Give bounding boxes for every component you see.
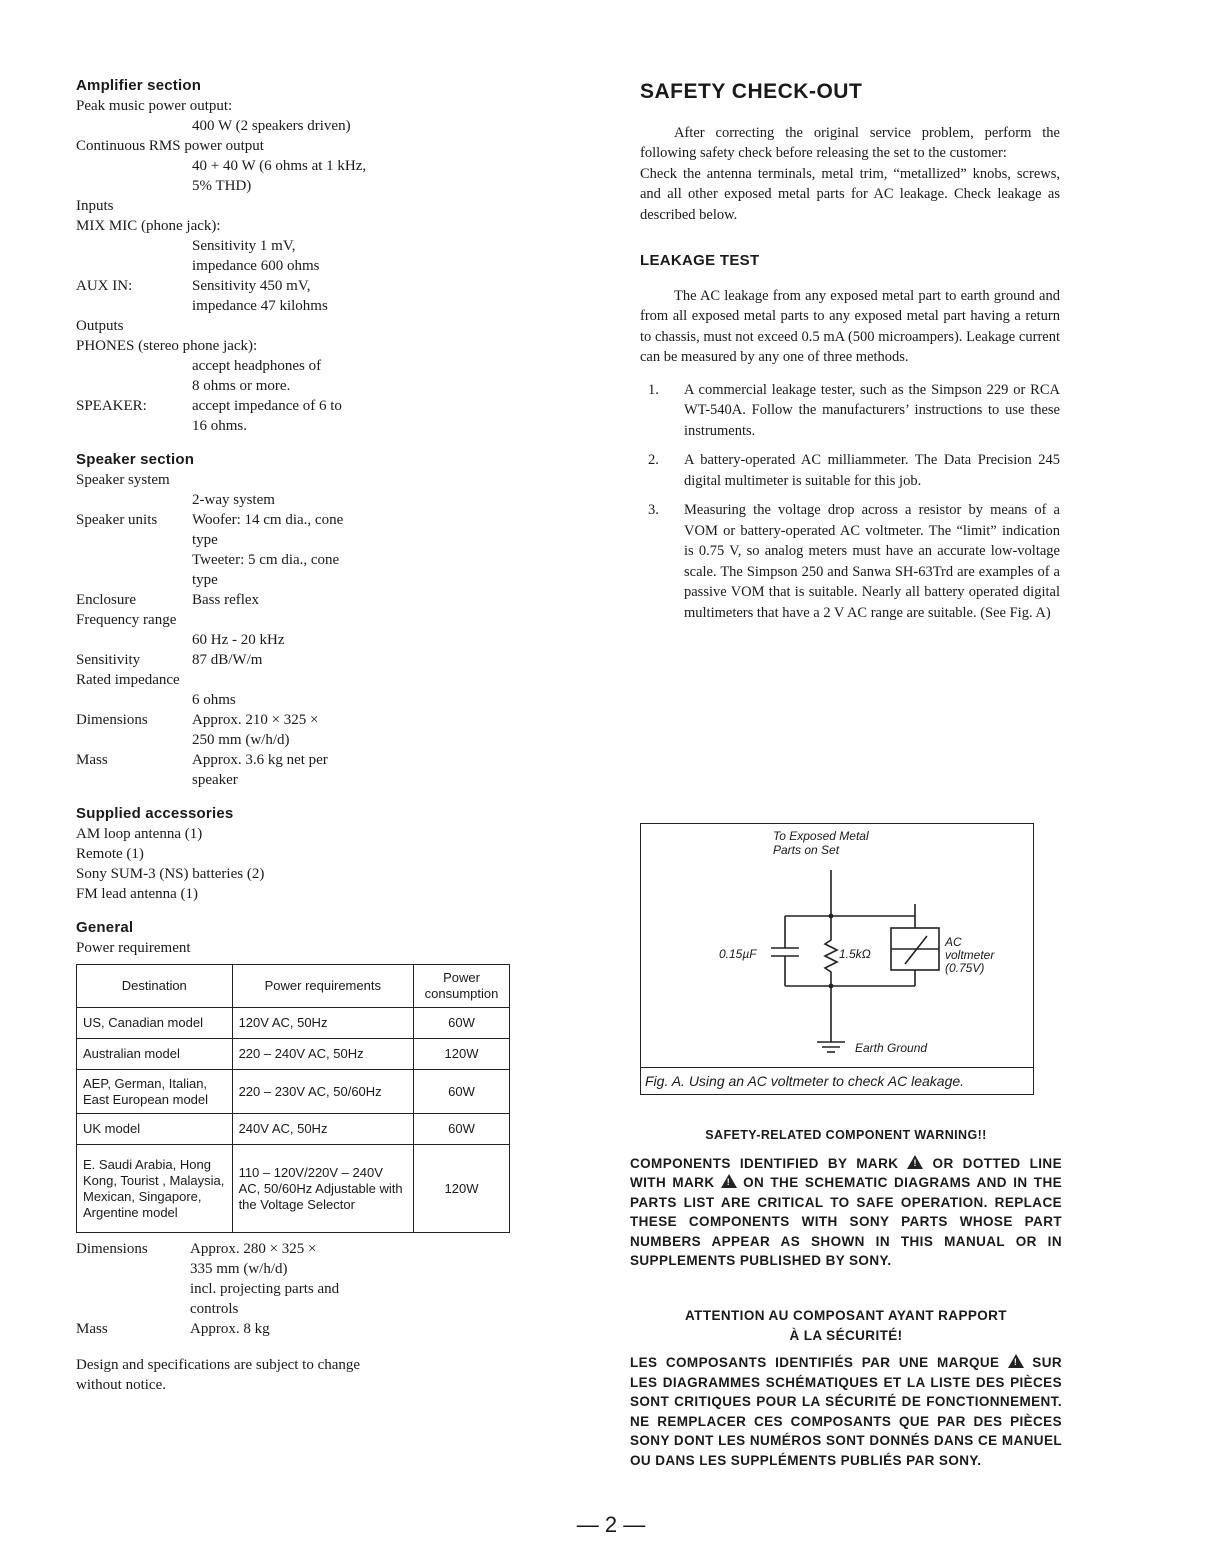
speaker-units-value-2: type (192, 532, 218, 548)
outputs-label: Outputs (76, 318, 124, 334)
speaker-out-row (76, 396, 516, 416)
general-heading: General (76, 919, 134, 936)
dimensions-value-2: 335 mm (w/h/d) (190, 1261, 288, 1277)
table-row (77, 1145, 510, 1233)
table-header-cell: Destination (77, 965, 233, 1008)
phones-value: accept headphones of (192, 358, 322, 374)
intro-text: After correcting the original service problem, perform the following safety check before releasing the set to the customer: (640, 124, 1060, 161)
aux-in-value: Sensitivity 450 mV, (192, 278, 311, 294)
table-header-row (77, 965, 510, 1008)
earth-ground-label: Earth Ground (855, 1041, 928, 1055)
rated-impedance-value: 6 ohms (192, 692, 236, 708)
speaker-dimensions-label: Dimensions (76, 712, 148, 728)
specifications-note: Design and specifications are subject to change without notice. (76, 1357, 361, 1393)
list-item (640, 450, 1060, 491)
resistor-label: 1.5kΩ (839, 947, 871, 961)
warning-body (630, 1154, 1062, 1271)
power-requirement-label: Power requirement (76, 940, 191, 956)
speaker-units-value-4: type (192, 572, 218, 588)
table-header-cell: Power consumption (414, 965, 510, 1008)
intro-text-2: Check the antenna terminals, metal trim, “metallized” knobs, screws, and all other exposed metal parts for AC leakage. Check leakage as described below. (640, 165, 1060, 223)
table-cell: US, Canadian model (77, 1008, 233, 1039)
leakage-test-heading: LEAKAGE TEST (640, 252, 760, 269)
warning-triangle-icon (1008, 1354, 1024, 1368)
resistor-symbol (825, 916, 837, 986)
frequency-range-label: Frequency range (76, 612, 177, 628)
rms-power-label: Continuous RMS power output (76, 138, 264, 154)
aux-in-value-cont: impedance 47 kilohms (192, 298, 328, 314)
frequency-range-value: 60 Hz - 20 kHz (192, 632, 285, 648)
table-cell: 60W (414, 1070, 510, 1114)
list-item (640, 380, 1060, 442)
inputs-label: Inputs (76, 198, 114, 214)
list-item-number: 2. (648, 452, 659, 468)
specifications-column (76, 76, 516, 1395)
attention-heading: ATTENTION AU COMPOSANT AYANT RAPPORT (685, 1308, 1007, 1323)
table-cell: 220 – 240V AC, 50Hz (232, 1039, 413, 1070)
enclosure-value: Bass reflex (192, 592, 260, 608)
table-row (77, 1070, 510, 1114)
speaker-mass-row (76, 750, 516, 770)
phones-value-cont: 8 ohms or more. (192, 378, 291, 394)
speaker-mass-value-cont: speaker (192, 772, 238, 788)
list-item (640, 500, 1060, 623)
attention-heading-2: À LA SÉCURITÉ! (789, 1327, 903, 1343)
dimensions-value-3: incl. projecting parts and (190, 1281, 340, 1297)
speaker-units-label: Speaker units (76, 512, 158, 528)
mix-mic-value: Sensitivity 1 mV, (192, 238, 296, 254)
dimensions-value: Approx. 280 × 325 × (190, 1241, 317, 1257)
speaker-mass-value: Approx. 3.6 kg net per (192, 752, 328, 768)
intro-paragraph (640, 123, 1060, 226)
general-dimensions (76, 1239, 516, 1339)
sensitivity-label: Sensitivity (76, 652, 141, 668)
speaker-out-value: accept impedance of 6 to (192, 398, 342, 414)
table-cell: Australian model (77, 1039, 233, 1070)
table-cell: 110 – 120V/220V – 240V AC, 50/60Hz Adjustable with the Voltage Selector (232, 1145, 413, 1233)
speaker-dimensions-row (76, 710, 516, 730)
warning-text: COMPONENTS IDENTIFIED BY MARK (630, 1155, 899, 1171)
table-cell: 60W (414, 1114, 510, 1145)
peak-power-value: 400 W (2 speakers driven) (192, 118, 351, 134)
page-number: — 2 — (576, 1512, 646, 1537)
dimensions-row (76, 1239, 516, 1259)
attention-warning (630, 1306, 1062, 1470)
list-item-text: Measuring the voltage drop across a resistor by means of a VOM or battery-operated AC voltmeter. The “limit” indication is 0.75 V, so analog meters must have an accurate low-voltage scale. The Simpson 250 and Sanwa SH-63Trd are examples of a passive VOM that is suitable. Nearly all battery operated digital multimeters that have a 2 V AC range are suitable. (See Fig. A) (684, 502, 1060, 621)
leakage-circuit-diagram (641, 824, 1035, 1064)
table-row (77, 1008, 510, 1039)
table-row (77, 1114, 510, 1145)
aux-in-row (76, 276, 516, 296)
mass-row (76, 1319, 516, 1339)
table-cell: 120V AC, 50Hz (232, 1008, 413, 1039)
table-header-cell: Power requirements (232, 965, 413, 1008)
accessory-item: Sony SUM-3 (NS) batteries (2) (76, 866, 265, 882)
sensitivity-row (76, 650, 516, 670)
speaker-units-value-3: Tweeter: 5 cm dia., cone (192, 552, 340, 568)
list-item-number: 3. (648, 502, 659, 518)
enclosure-label: Enclosure (76, 592, 136, 608)
speaker-dimensions-value: Approx. 210 × 325 × (192, 712, 319, 728)
mix-mic-value-cont: impedance 600 ohms (192, 258, 320, 274)
warning-triangle-icon (721, 1174, 737, 1188)
dimensions-value-4: controls (190, 1301, 239, 1317)
power-table (76, 964, 510, 1233)
warning-text-3: ON THE SCHEMATIC DIAGRAMS AND IN THE PARTS LIST ARE CRITICAL TO SAFE OPERATION. REPLACE THESE COMPONENTS WITH SONY PARTS WHOSE PART NUMBERS APPEAR AS SHOWN IN THIS MANUAL OR IN SUPPLEMENTS PUBLISHED BY SONY. (630, 1175, 1063, 1268)
leakage-text: The AC leakage from any exposed metal part to earth ground and from all exposed metal parts to any exposed metal part having a return to chassis, must not exceed 0.5 mA (500 microampers). Leakage current can be measured by any one of three methods. (640, 287, 1060, 365)
speaker-dimensions-value-cont: 250 mm (w/h/d) (192, 732, 290, 748)
table-cell: E. Saudi Arabia, Hong Kong, Tourist , Malaysia, Mexican, Singapore, Argentine model (77, 1145, 233, 1233)
warning-text-2: OR DOTTED LINE WITH MARK (630, 1155, 1062, 1190)
sensitivity-value: 87 dB/W/m (192, 652, 263, 668)
voltmeter-label: AC (945, 935, 962, 949)
accessory-item: FM lead antenna (1) (76, 886, 199, 902)
table-cell: 240V AC, 50Hz (232, 1114, 413, 1145)
mix-mic-label: MIX MIC (phone jack): (76, 218, 221, 234)
mass-label: Mass (76, 1321, 108, 1337)
peak-power-label: Peak music power output: (76, 98, 233, 114)
speaker-out-label: SPEAKER: (76, 398, 147, 414)
speaker-section-heading: Speaker section (76, 451, 195, 468)
aux-in-label: AUX IN: (76, 278, 133, 294)
capacitor-label: 0.15µF (719, 947, 757, 961)
table-cell: 120W (414, 1039, 510, 1070)
phones-label: PHONES (stereo phone jack): (76, 338, 258, 354)
safety-warning (630, 1126, 1062, 1271)
accessory-item: Remote (1) (76, 846, 144, 862)
list-item-number: 1. (648, 381, 659, 398)
speaker-units-value: Woofer: 14 cm dia., cone (192, 512, 344, 528)
rated-impedance-label: Rated impedance (76, 672, 180, 688)
probe-label-2: Parts on Set (773, 843, 840, 857)
mass-value: Approx. 8 kg (190, 1321, 270, 1337)
accessory-item: AM loop antenna (1) (76, 826, 203, 842)
attention-text: LES COMPOSANTS IDENTIFIÉS PAR UNE MARQUE (630, 1355, 1000, 1370)
rms-power-value: 40 + 40 W (6 ohms at 1 kHz, (192, 158, 367, 174)
methods-list (640, 380, 1060, 624)
safety-column (640, 80, 1060, 632)
table-cell: 60W (414, 1008, 510, 1039)
table-cell: UK model (77, 1114, 233, 1145)
probe-label: To Exposed Metal (773, 829, 869, 843)
table-cell: 120W (414, 1145, 510, 1233)
speaker-out-value-cont: 16 ohms. (192, 418, 248, 434)
figure-caption: Fig. A. Using an AC voltmeter to check AC leakage. (641, 1067, 1033, 1094)
speaker-system-label: Speaker system (76, 472, 170, 488)
table-row (77, 1039, 510, 1070)
speaker-units-row (76, 510, 516, 530)
warning-heading: SAFETY-RELATED COMPONENT WARNING!! (705, 1128, 987, 1142)
voltmeter-label-3: (0.75V) (945, 961, 985, 975)
speaker-mass-label: Mass (76, 752, 108, 768)
list-item-text: A battery-operated AC milliammeter. The Data Precision 245 digital multimeter is suitable for this job. (684, 452, 1060, 489)
page-title: SAFETY CHECK-OUT (640, 80, 863, 103)
figure-a (640, 823, 1034, 1095)
table-cell: AEP, German, Italian, East European model (77, 1070, 233, 1114)
table-cell: 220 – 230V AC, 50/60Hz (232, 1070, 413, 1114)
speaker-system-value: 2-way system (192, 492, 275, 508)
list-item-text: A commercial leakage tester, such as the Simpson 229 or RCA WT-540A. Follow the manufacturers’ instructions to use these instruments. (684, 381, 1060, 439)
attention-text-2: SUR LES DIAGRAMMES SCHÉMATIQUES ET LA LISTE DES PIÈCES SONT CRITIQUES POUR LA SÉCURITÉ DE FONCTIONNEMENT. NE REMPLACER CES COMPOSANTS QUE PAR DES PIÈCES SONY DONT LES NUMÉROS SONT DONNÉS DANS CE MANUEL OU DANS LES SUPPLÉMENTS PUBLIÉS PAR SONY. (630, 1355, 1062, 1468)
meter-needle (905, 936, 927, 964)
rms-power-value-cont: 5% THD) (192, 178, 252, 194)
voltmeter-label-2: voltmeter (945, 948, 995, 962)
enclosure-row (76, 590, 516, 610)
leakage-paragraph (640, 286, 1060, 368)
accessories-heading: Supplied accessories (76, 805, 234, 822)
dimensions-label: Dimensions (76, 1241, 148, 1257)
amplifier-section-heading: Amplifier section (76, 77, 202, 94)
warning-triangle-icon (907, 1155, 923, 1169)
attention-body (630, 1353, 1062, 1470)
